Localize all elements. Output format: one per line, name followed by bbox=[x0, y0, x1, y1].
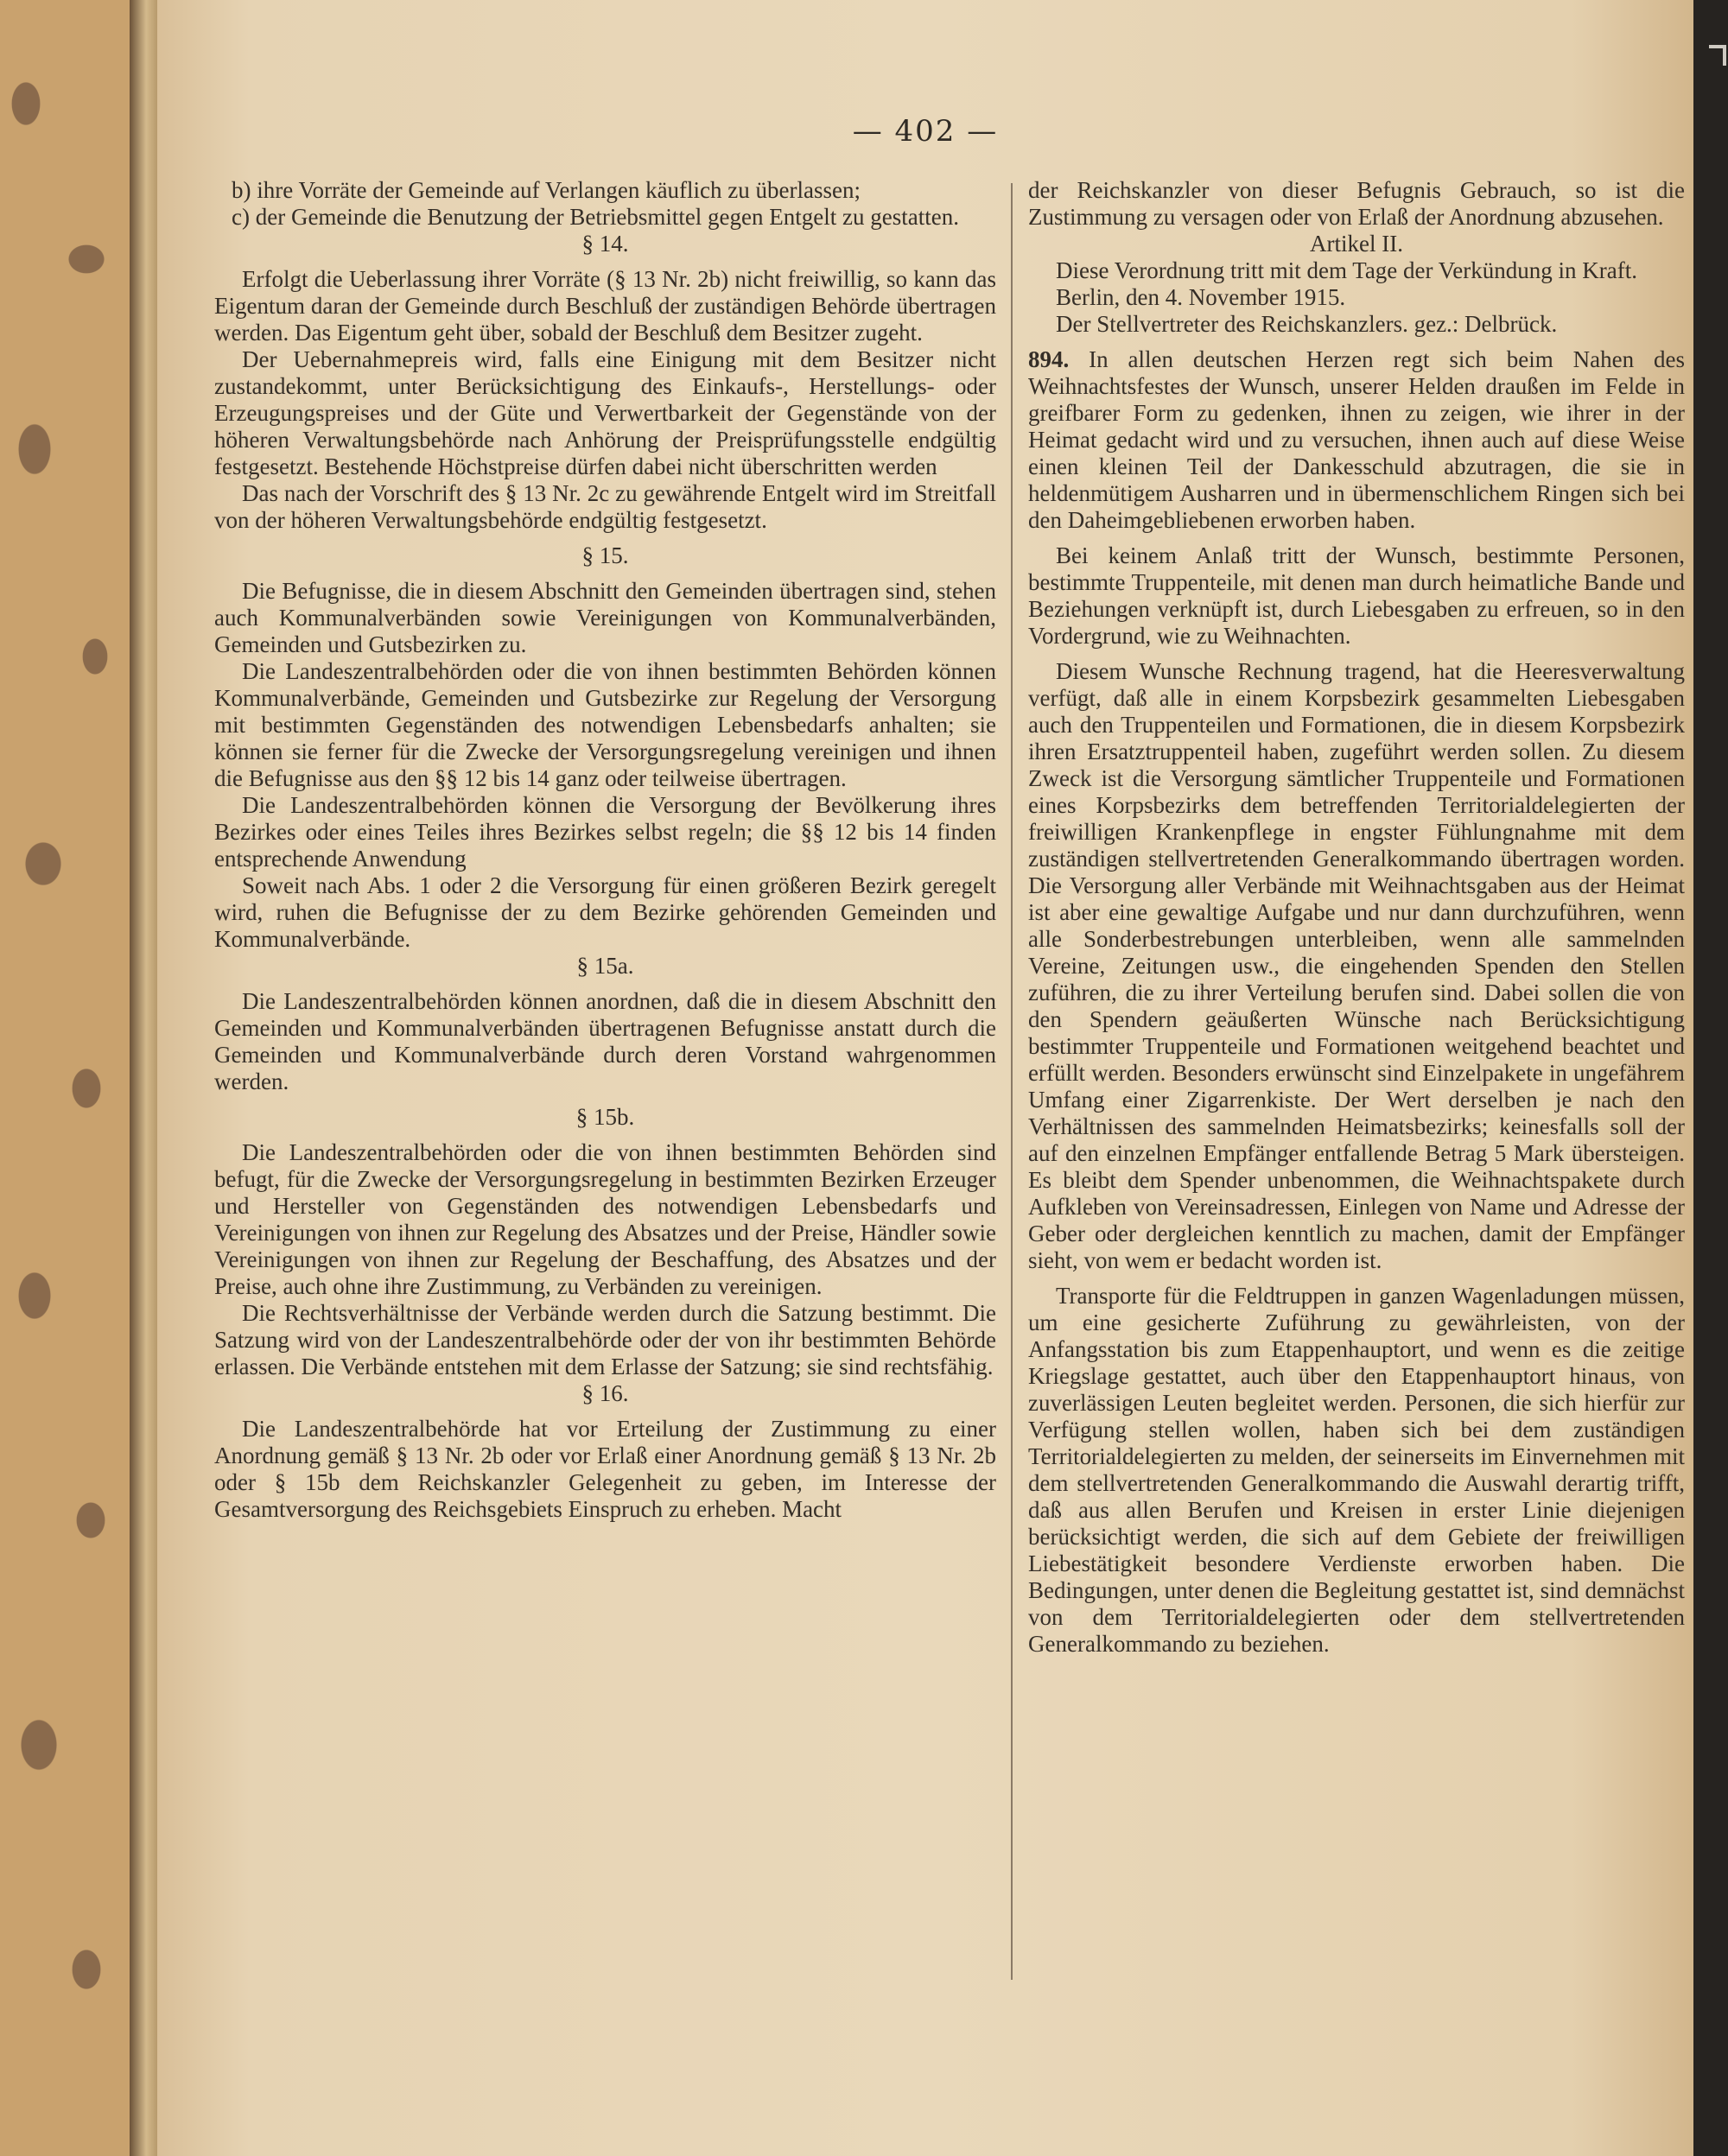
left-column bbox=[214, 177, 996, 1523]
paragraph: Diesem Wunsche Rechnung tragend, hat die Heeresverwaltung verfügt, daß alle in einem Korpsbezirk gesammelten Liebesgaben auch den Truppenteilen und Formationen, die in diesem Korpsbezirk ihren Ersatztruppenteil haben, zugeführt werden sollen. Zu diesem Zweck ist die Versorgung sämtlicher Truppenteile und Formationen eines Korpsbezirks dem betreffenden Territorialdelegierten der freiwilligen Krankenpflege in engster Fühlungnahme mit dem zuständigen stellvertretenden Generalkommando übertragen worden. Die Versorgung aller Verbände mit Weihnachtsgaben aus der Heimat ist aber eine gewaltige Aufgabe und nur dann durchzuführen, wenn alle Sonderbestrebungen unterbleiben, wenn alle sammelnden Vereine, Zeitungen usw., die eingehenden Spenden den Stellen zuführen, die zu ihrer Verteilung berufen sind. Dabei sollen die von den Spendern geäußerten Wünsche nach Berücksichtigung bestimmter Truppenteile und Formationen weitgehend beachtet und erfüllt werden. Besonders erwünscht sind Einzelpakete in ungefährem Umfang einer Zigarrenkiste. Der Wert derselben je nach den Verhältnissen des sammelnden Heimatsbezirks; keinesfalls soll der auf den einzelnen Empfänger entfallende Betrag 5 Mark übersteigen. Es bleibt dem Spender unbenommen, die Weihnachtspakete durch Aufkleben von Vereinsadressen, Einlegen von Name und Adresse der Geber oder dergleichen kenntlich zu machen, damit der Empfänger sieht, von wem er bedacht worden ist. bbox=[1028, 658, 1685, 1273]
paragraph: Soweit nach Abs. 1 oder 2 die Versorgung für einen größeren Bezirk geregelt wird, ruhen die Befugnisse der zu dem Bezirke gehörenden Gemeinden und Kommunalverbände. bbox=[214, 872, 996, 952]
marbled-cover bbox=[0, 0, 130, 2156]
list-item-b: b) ihre Vorräte der Gemeinde auf Verlangen käuflich zu überlassen; bbox=[232, 177, 861, 203]
paragraph: Die Landeszentralbehörden oder die von ihnen bestimmten Behörden sind befugt, für die Zwecke der Versorgungsregelung in bestimmten Bezirken Erzeuger und Hersteller von Gegenständen des notwendigen Lebensbedarfs und Vereinigungen von ihnen zur Regelung des Absatzes und der Preise, Händler sowie Vereinigungen von ihnen zur Regelung der Beschaffung, des Absatzes und der Preise, auch ohne ihre Zustimmung, zu Verbänden zu vereinigen. bbox=[214, 1139, 996, 1299]
paragraph: Die Landeszentralbehörden können die Versorgung der Bevölkerung ihres Bezirkes oder eines Teiles ihres Bezirkes selbst regeln; die §§ 12 bis 14 finden entsprechende Anwendung bbox=[214, 792, 996, 872]
paragraph: Die Rechtsverhältnisse der Verbände werden durch die Satzung bestimmt. Die Satzung wird von der Landeszentralbehörde oder der von ihr bestimmten Behörde erlassen. Die Verbände entstehen mit dem Erlasse der Satzung; sie sind rechtsfähig. bbox=[214, 1300, 996, 1379]
right-column bbox=[1028, 177, 1685, 1658]
notice-text: In allen deutschen Herzen regt sich beim Nahen des Weihnachtsfestes der Wunsch, unserer Helden draußen im Felde in greifbarer Form zu gedenken, ihnen zu zeigen, wie ihrer in der Heimat gedacht wird und zu versuchen, ihnen auch auf diese Weise einen kleinen Teil der Dankesschuld abzutragen, die sie in heldenmütigem Ausharren und in übermenschlichem Ringen sich bei den Daheimgebliebenen erworben haben. bbox=[1028, 346, 1686, 533]
section-heading-14: § 14. bbox=[581, 231, 629, 257]
corner-mark bbox=[1709, 45, 1726, 66]
signature-line: Der Stellvertreter des Reichskanzlers. gez.: Delbrück. bbox=[1056, 311, 1558, 337]
article-heading: Artikel II. bbox=[1310, 231, 1403, 257]
paragraph: Bei keinem Anlaß tritt der Wunsch, bestimmte Personen, bestimmte Truppenteile, mit denen man durch heimatliche Bande und Beziehungen verknüpft ist, durch Liebesgaben zu erfreuen, so in den Vordergrund, wie zu Weihnachten. bbox=[1028, 542, 1685, 649]
paragraph: Transporte für die Feldtruppen in ganzen Wagenladungen müssen, um eine gesicherte Zuführung zu gewährleisten, von der Anfangsstation bis zum Etappenhauptort, und wenn es die zeitige Kriegslage gestattet, auch über den Etappenhauptort hinaus, von zuverlässigen Leuten begleitet werden. Personen, die sich hierfür zur Verfügung stellen wollen, haben sich bei dem zuständigen Territorialdelegierten zu melden, der seinerseits im Einvernehmen mit dem stellvertretenden Generalkommando die Auswahl derartig trifft, daß aus allen Berufen und Kreisen in erster Linie diejenigen berücksichtigt werden, die sich auf dem Gebiete der freiwilligen Liebestätigkeit besondere Verdienste erworben haben. Die Bedingungen, unter denen die Begleitung gestattet ist, sind demnächst von dem Territorialdelegierten oder dem stellvertretenden Generalkommando zu beziehen. bbox=[1028, 1283, 1685, 1657]
page-number: — 402 — bbox=[852, 114, 999, 149]
paragraph: Der Uebernahmepreis wird, falls eine Einigung mit dem Besitzer nicht zustandekommt, unter Berücksichtigung des Einkaufs-, Herstellungs- oder Erzeugungspreises und der Güte und Verwertbarkeit der Gegenstände von der höheren Verwaltungsbehörde nach Anhörung der Preisprüfungsstelle endgültig festgesetzt. Bestehende Höchstpreise dürfen dabei nicht überschritten werden bbox=[214, 346, 996, 479]
paragraph: Die Befugnisse, die in diesem Abschnitt den Gemeinden übertragen sind, stehen auch Kommunalverbänden sowie Vereinigungen von Kommunalverbänden, Gemeinden und Gutsbezirken zu. bbox=[214, 578, 996, 657]
section-heading-15b: § 15b. bbox=[575, 1104, 635, 1130]
dateline: Berlin, den 4. November 1915. bbox=[1056, 284, 1346, 310]
paragraph: Die Landeszentralbehörden können anordnen, daß die in diesem Abschnitt den Gemeinden und Kommunalverbänden übertragenen Befugnisse anstatt durch die Gemeinden und Kommunalverbände durch deren Vorstand wahrgenommen werden. bbox=[214, 988, 996, 1094]
notice-number: 894. bbox=[1028, 346, 1070, 372]
paragraph: Die Landeszentralbehörde hat vor Erteilung der Zustimmung zu einer Anordnung gemäß § 13 Nr. 2b oder vor Erlaß einer Anordnung gemäß § 13 Nr. 2b oder § 15b dem Reichskanzler Gelegenheit zu geben, im Interesse der Gesamtversorgung des Reichsgebiets Einspruch zu erheben. Macht bbox=[214, 1416, 996, 1522]
paragraph: Diese Verordnung tritt mit dem Tage der Verkündung in Kraft. bbox=[1056, 257, 1637, 283]
background-edge bbox=[1693, 0, 1728, 2156]
section-heading-15a: § 15a. bbox=[576, 953, 634, 979]
paragraph: Erfolgt die Ueberlassung ihrer Vorräte (§ 13 Nr. 2b) nicht freiwillig, so kann das Eigentum daran der Gemeinde durch Beschluß der zuständigen Behörde übertragen werden. Das Eigentum geht über, sobald der Beschluß dem Besitzer zugeht. bbox=[214, 266, 996, 346]
list-item-c: c) der Gemeinde die Benutzung der Betriebsmittel gegen Entgelt zu gestatten. bbox=[232, 204, 959, 230]
book-spine bbox=[130, 0, 157, 2156]
paragraph: Das nach der Vorschrift des § 13 Nr. 2c zu gewährende Entgelt wird im Streitfall von der höheren Verwaltungsbehörde endgültig festgesetzt. bbox=[214, 480, 996, 533]
column-divider bbox=[1011, 183, 1013, 1980]
paragraph: Die Landeszentralbehörden oder die von ihnen bestimmten Behörden können Kommunalverbände, Gemeinden und Gutsbezirke zur Regelung der Versorgung mit bestimmten Gegenständen des notwendigen Lebensbedarfs anhalten; sie können sie ferner für die Zwecke der Versorgungsregelung vereinigen und ihnen die Befugnisse aus den §§ 12 bis 14 ganz oder teilweise übertragen. bbox=[214, 658, 996, 791]
paragraph-continued: der Reichskanzler von dieser Befugnis Gebrauch, so ist die Zustimmung zu versagen oder von Erlaß der Anordnung abzusehen. bbox=[1028, 177, 1685, 230]
section-heading-16: § 16. bbox=[581, 1380, 629, 1406]
section-heading-15: § 15. bbox=[581, 542, 629, 568]
numbered-notice bbox=[1028, 346, 1685, 534]
